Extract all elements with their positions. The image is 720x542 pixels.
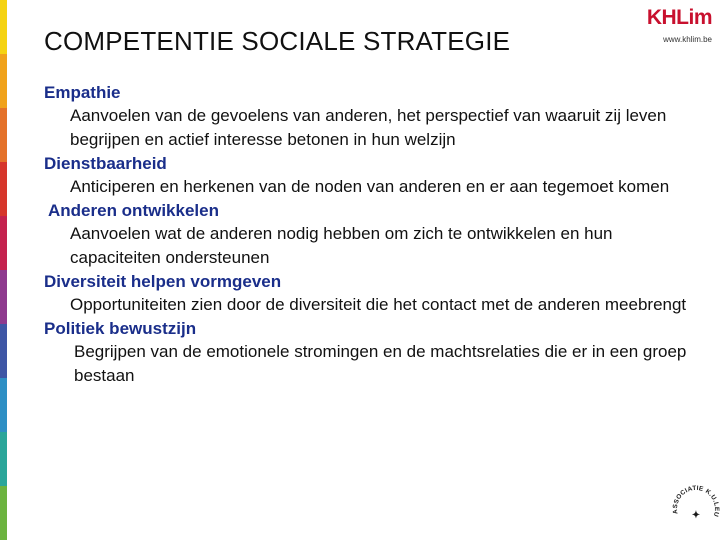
strip-segment (0, 108, 7, 162)
competency-item (44, 270, 704, 317)
competency-item (44, 199, 704, 270)
strip-segment (0, 486, 7, 540)
decorative-color-strip (0, 0, 7, 540)
competency-heading: Dienstbaarheid (44, 154, 167, 173)
competency-item (44, 152, 704, 199)
logo-name: KHLim (646, 6, 712, 29)
strip-segment (0, 0, 7, 54)
badge-text: ASSOCIATIE K.U.LEU (671, 485, 720, 518)
competency-description: Anticiperen en herkenen van de noden van anderen en er aan tegemoet komen (70, 177, 670, 196)
competency-description: Aanvoelen wat de anderen nodig hebben om zich te ontwikkelen en hun capaciteiten ondersteunen (70, 224, 613, 267)
competency-item (44, 317, 704, 388)
strip-segment (0, 162, 7, 216)
strip-segment (0, 324, 7, 378)
strip-segment (0, 378, 7, 432)
competency-heading: Politiek bewustzijn (44, 319, 197, 338)
association-badge-icon (670, 485, 720, 537)
competency-heading: Diversiteit helpen vormgeven (44, 272, 282, 291)
competency-heading: Anderen ontwikkelen (48, 201, 219, 220)
competency-description: Opportuniteiten zien door de diversiteit die het contact met de anderen meebrengt (70, 295, 687, 314)
logo-url: www.khlim.be (663, 35, 712, 44)
competency-description: Aanvoelen van de gevoelens van anderen, het perspectief van waaruit zij leven begrijpen en actief interesse betonen in hun welzijn (70, 106, 667, 149)
slide-title: COMPETENTIE SOCIALE STRATEGIE (44, 26, 511, 56)
competency-heading: Empathie (44, 83, 121, 102)
competency-description: Begrijpen van de emotionele stromingen en de machtsrelaties die er in een groep bestaan (74, 342, 687, 385)
badge-star-icon: ✦ (691, 510, 701, 521)
khlim-logo (642, 6, 716, 48)
strip-segment (0, 216, 7, 270)
association-badge (670, 485, 720, 537)
strip-segment (0, 54, 7, 108)
strip-segment (0, 432, 7, 486)
competency-list (44, 81, 704, 388)
competency-item (44, 81, 704, 152)
strip-segment (0, 270, 7, 324)
